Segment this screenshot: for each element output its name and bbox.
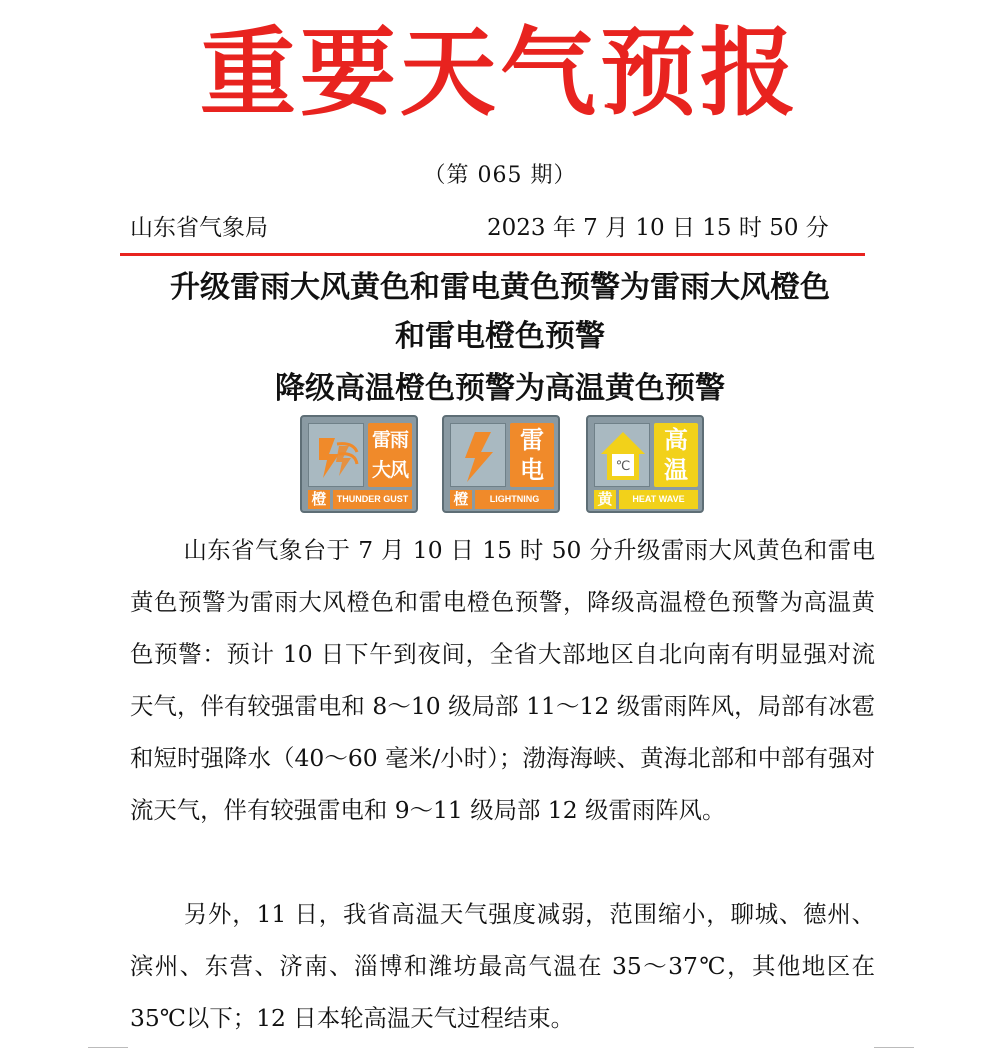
heat-wave-icon-text: ℃: [615, 459, 631, 474]
heat-wave-level: 黄: [594, 490, 616, 509]
heat-wave-english: HEAT WAVE: [619, 490, 698, 509]
page-corner-mark-right: [874, 1047, 914, 1058]
headline-line-3: 降级高温橙色预警为高温黄色预警: [275, 371, 725, 406]
heat-wave-icon: [594, 423, 650, 487]
lightning-level: 橙: [450, 490, 472, 509]
thunder-gust-level: 橙: [308, 490, 330, 509]
thunder-gust-chars: 雷雨大风: [368, 423, 412, 487]
page-corner-mark-left: [88, 1047, 128, 1058]
heat-wave-signal: [586, 415, 704, 513]
body-paragraph-2: [130, 888, 875, 1044]
headline-line-1: 升级雷雨大风黄色和雷电黄色预警为雷雨大风橙色: [170, 270, 830, 305]
heat-wave-chars: 高温: [654, 423, 698, 487]
lightning-icon: [450, 423, 506, 487]
body-paragraph-1-text: 山东省气象台于 7 月 10 日 15 时 50 分升级雷雨大风黄色和雷电黄色预警为雷雨大风橙色和雷电橙色预警，降级高温橙色预警为高温黄色预警：预计 10 日下午到夜间，全省大部地区自北向南有明显强对流天气，伴有较强雷电和 8～10 级局部 11～12 级雷雨阵风，局部有冰雹和短时强降水（40～60 毫米/小时）；渤海海峡、黄海北部和中部有强对流天气，伴有较强雷电和 9～11 级局部 12 级雷雨阵风。: [130, 536, 875, 824]
thunder-gust-icon: [308, 423, 364, 487]
thunder-gust-english: THUNDER GUST: [333, 490, 412, 509]
body-paragraph-1: [130, 524, 875, 836]
lightning-chars: 雷电: [510, 423, 554, 487]
lightning-signal: [442, 415, 560, 513]
thunder-gust-signal: [300, 415, 418, 513]
body-paragraph-2-text: 另外，11 日，我省高温天气强度减弱，范围缩小，聊城、德州、滨州、东营、济南、淄博和潍坊最高气温在 35～37℃，其他地区在 35℃以下；12 日本轮高温天气过程结束。: [130, 900, 875, 1032]
masthead-title: 重要天气预报: [200, 16, 800, 129]
headline-line-2: 和雷电橙色预警: [395, 319, 605, 354]
lightning-english: LIGHTNING: [475, 490, 554, 509]
issuing-agency: 山东省气象局: [130, 215, 268, 241]
issue-number: （第 065 期）: [423, 163, 577, 188]
issue-timestamp: 2023 年 7 月 10 日 15 时 50 分: [487, 215, 829, 241]
header-rule: [120, 253, 865, 256]
